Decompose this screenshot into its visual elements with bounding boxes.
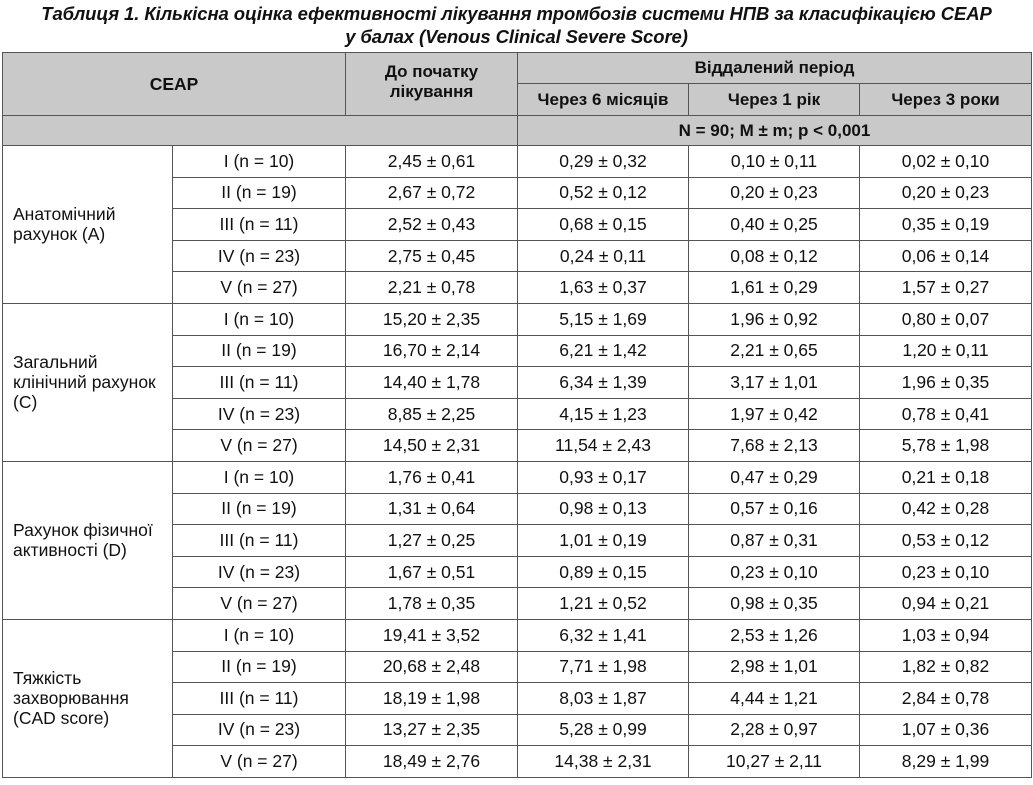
one-year-cell: 2,28 ± 0,97 (689, 714, 860, 746)
baseline-cell: 1,31 ± 0,64 (346, 493, 518, 525)
one-year-cell: 0,98 ± 0,35 (689, 588, 860, 620)
header-baseline (346, 53, 518, 116)
six-months-cell: 1,01 ± 0,19 (518, 525, 689, 557)
header-stats: N = 90; M ± m; p < 0,001 (518, 116, 1032, 146)
three-years-cell: 0,35 ± 0,19 (860, 209, 1032, 241)
header-empty-cell (3, 116, 518, 146)
six-months-cell: 5,15 ± 1,69 (518, 303, 689, 335)
three-years-cell: 1,57 ± 0,27 (860, 272, 1032, 304)
six-months-cell: 0,98 ± 0,13 (518, 493, 689, 525)
baseline-cell: 2,67 ± 0,72 (346, 177, 518, 209)
three-years-cell: 2,84 ± 0,78 (860, 683, 1032, 715)
one-year-cell: 0,87 ± 0,31 (689, 525, 860, 557)
six-months-cell: 4,15 ± 1,23 (518, 398, 689, 430)
six-months-cell: 5,28 ± 0,99 (518, 714, 689, 746)
group-label: Загальний клінічний рахунок (С) (3, 303, 173, 461)
one-year-cell: 0,23 ± 0,10 (689, 556, 860, 588)
one-year-cell: 10,27 ± 2,11 (689, 746, 860, 778)
baseline-cell: 1,78 ± 0,35 (346, 588, 518, 620)
stage-cell: IV (n = 23) (173, 556, 346, 588)
six-months-cell: 8,03 ± 1,87 (518, 683, 689, 715)
three-years-cell: 1,82 ± 0,82 (860, 651, 1032, 683)
six-months-cell: 0,29 ± 0,32 (518, 146, 689, 178)
table-row (3, 303, 1032, 335)
stage-cell: II (n = 19) (173, 335, 346, 367)
caption-line-2: у балах (Venous Clinical Severe Score) (345, 26, 688, 47)
stage-cell: V (n = 27) (173, 588, 346, 620)
baseline-cell: 1,76 ± 0,41 (346, 461, 518, 493)
six-months-cell: 6,32 ± 1,41 (518, 619, 689, 651)
one-year-cell: 2,21 ± 0,65 (689, 335, 860, 367)
baseline-cell: 15,20 ± 2,35 (346, 303, 518, 335)
header-followup: Віддалений період (518, 53, 1032, 84)
baseline-cell: 19,41 ± 3,52 (346, 619, 518, 651)
table-row (3, 619, 1032, 651)
stage-cell: II (n = 19) (173, 177, 346, 209)
one-year-cell: 0,47 ± 0,29 (689, 461, 860, 493)
table-row (3, 461, 1032, 493)
one-year-cell: 1,97 ± 0,42 (689, 398, 860, 430)
stage-cell: I (n = 10) (173, 619, 346, 651)
baseline-cell: 18,49 ± 2,76 (346, 746, 518, 778)
stage-cell: II (n = 19) (173, 493, 346, 525)
stage-cell: III (n = 11) (173, 683, 346, 715)
three-years-cell: 1,03 ± 0,94 (860, 619, 1032, 651)
header-baseline-line-1: До початку (384, 62, 479, 81)
baseline-cell: 18,19 ± 1,98 (346, 683, 518, 715)
three-years-cell: 8,29 ± 1,99 (860, 746, 1032, 778)
baseline-cell: 2,52 ± 0,43 (346, 209, 518, 241)
three-years-cell: 0,80 ± 0,07 (860, 303, 1032, 335)
six-months-cell: 7,71 ± 1,98 (518, 651, 689, 683)
three-years-cell: 0,23 ± 0,10 (860, 556, 1032, 588)
stage-cell: V (n = 27) (173, 272, 346, 304)
stage-cell: V (n = 27) (173, 746, 346, 778)
six-months-cell: 0,89 ± 0,15 (518, 556, 689, 588)
three-years-cell: 0,42 ± 0,28 (860, 493, 1032, 525)
six-months-cell: 0,24 ± 0,11 (518, 240, 689, 272)
stage-cell: I (n = 10) (173, 461, 346, 493)
baseline-cell: 14,50 ± 2,31 (346, 430, 518, 462)
table-body (3, 146, 1032, 778)
one-year-cell: 3,17 ± 1,01 (689, 367, 860, 399)
three-years-cell: 1,96 ± 0,35 (860, 367, 1032, 399)
baseline-cell: 2,21 ± 0,78 (346, 272, 518, 304)
three-years-cell: 0,53 ± 0,12 (860, 525, 1032, 557)
one-year-cell: 4,44 ± 1,21 (689, 683, 860, 715)
baseline-cell: 2,75 ± 0,45 (346, 240, 518, 272)
three-years-cell: 0,20 ± 0,23 (860, 177, 1032, 209)
baseline-cell: 20,68 ± 2,48 (346, 651, 518, 683)
three-years-cell: 0,21 ± 0,18 (860, 461, 1032, 493)
caption-line-1: Таблиця 1. Кількісна оцінка ефективності лікування тромбозів системи НПВ за класифікацією CEAP (41, 3, 992, 24)
header-1-year: Через 1 рік (689, 84, 860, 116)
stage-cell: IV (n = 23) (173, 240, 346, 272)
six-months-cell: 11,54 ± 2,43 (518, 430, 689, 462)
stage-cell: IV (n = 23) (173, 714, 346, 746)
three-years-cell: 1,20 ± 0,11 (860, 335, 1032, 367)
stage-cell: V (n = 27) (173, 430, 346, 462)
one-year-cell: 0,57 ± 0,16 (689, 493, 860, 525)
one-year-cell: 2,53 ± 1,26 (689, 619, 860, 651)
table-header (3, 53, 1032, 146)
three-years-cell: 0,94 ± 0,21 (860, 588, 1032, 620)
one-year-cell: 1,96 ± 0,92 (689, 303, 860, 335)
baseline-cell: 8,85 ± 2,25 (346, 398, 518, 430)
three-years-cell: 0,78 ± 0,41 (860, 398, 1032, 430)
table-row (3, 146, 1032, 178)
six-months-cell: 1,63 ± 0,37 (518, 272, 689, 304)
three-years-cell: 0,02 ± 0,10 (860, 146, 1032, 178)
six-months-cell: 6,34 ± 1,39 (518, 367, 689, 399)
baseline-cell: 1,67 ± 0,51 (346, 556, 518, 588)
baseline-cell: 2,45 ± 0,61 (346, 146, 518, 178)
one-year-cell: 1,61 ± 0,29 (689, 272, 860, 304)
stage-cell: I (n = 10) (173, 303, 346, 335)
three-years-cell: 5,78 ± 1,98 (860, 430, 1032, 462)
group-label: Рахунок фізичної активності (D) (3, 461, 173, 619)
six-months-cell: 0,93 ± 0,17 (518, 461, 689, 493)
three-years-cell: 1,07 ± 0,36 (860, 714, 1032, 746)
baseline-cell: 1,27 ± 0,25 (346, 525, 518, 557)
baseline-cell: 16,70 ± 2,14 (346, 335, 518, 367)
header-baseline-line-2: лікування (389, 82, 474, 101)
group-label: Анатомічний рахунок (А) (3, 146, 173, 304)
stage-cell: III (n = 11) (173, 209, 346, 241)
six-months-cell: 1,21 ± 0,52 (518, 588, 689, 620)
one-year-cell: 7,68 ± 2,13 (689, 430, 860, 462)
six-months-cell: 6,21 ± 1,42 (518, 335, 689, 367)
stage-cell: I (n = 10) (173, 146, 346, 178)
one-year-cell: 2,98 ± 1,01 (689, 651, 860, 683)
stage-cell: II (n = 19) (173, 651, 346, 683)
six-months-cell: 14,38 ± 2,31 (518, 746, 689, 778)
one-year-cell: 0,10 ± 0,11 (689, 146, 860, 178)
six-months-cell: 0,68 ± 0,15 (518, 209, 689, 241)
three-years-cell: 0,06 ± 0,14 (860, 240, 1032, 272)
header-ceap: CEAP (3, 53, 346, 116)
stage-cell: IV (n = 23) (173, 398, 346, 430)
baseline-cell: 13,27 ± 2,35 (346, 714, 518, 746)
baseline-cell: 14,40 ± 1,78 (346, 367, 518, 399)
ceap-results-table (2, 52, 1032, 778)
one-year-cell: 0,08 ± 0,12 (689, 240, 860, 272)
six-months-cell: 0,52 ± 0,12 (518, 177, 689, 209)
header-6-months: Через 6 місяців (518, 84, 689, 116)
group-label: Тяжкість захворювання (CAD score) (3, 619, 173, 777)
table-caption (0, 0, 1033, 47)
stage-cell: III (n = 11) (173, 525, 346, 557)
one-year-cell: 0,40 ± 0,25 (689, 209, 860, 241)
one-year-cell: 0,20 ± 0,23 (689, 177, 860, 209)
header-3-years: Через 3 роки (860, 84, 1032, 116)
stage-cell: III (n = 11) (173, 367, 346, 399)
